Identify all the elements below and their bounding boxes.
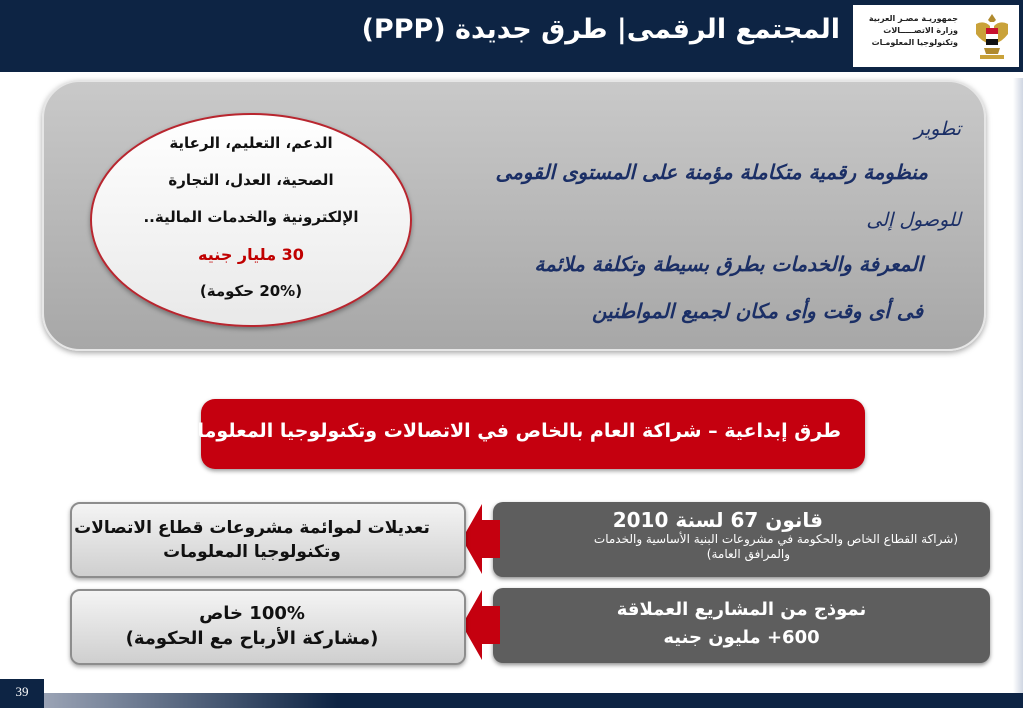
footer-bar bbox=[44, 693, 1023, 708]
page-number: 39 bbox=[0, 679, 44, 708]
private-line: (مشاركة الأرباح مع الحكومة) bbox=[125, 628, 379, 649]
law-box bbox=[493, 502, 990, 577]
panel-line: منظومة رقمية متكاملة مؤمنة على المستوى القومى bbox=[495, 160, 928, 184]
amendments-line: وتكنولوجيا المعلومات bbox=[163, 542, 341, 562]
panel-line: للوصول إلى bbox=[866, 209, 961, 231]
oval-amount: 30 مليار جنيه bbox=[198, 245, 304, 264]
private-text bbox=[72, 601, 432, 651]
private-box bbox=[70, 589, 466, 665]
page-title: المجتمع الرقمى| طرق جديدة (PPP) bbox=[361, 14, 840, 45]
arrow-left-icon bbox=[460, 500, 500, 578]
amendments-line: تعديلات لموائمة مشروعات قطاع الاتصالات bbox=[74, 518, 430, 538]
innovation-banner bbox=[178, 399, 865, 469]
right-edge-bar bbox=[1013, 78, 1023, 708]
eagle-emblem-icon bbox=[972, 10, 1012, 62]
law-title: قانون 67 لسنة 2010 bbox=[612, 508, 823, 532]
private-line: 100% خاص bbox=[199, 603, 305, 624]
law-subtitle-line: والمرافق العامة) bbox=[706, 547, 790, 561]
ministry-line: جمهوريـة مصـر العربية bbox=[868, 14, 958, 23]
oval-line: (20% حكومة) bbox=[199, 282, 303, 300]
panel-line: فى أى وقت وأى مكان لجميع المواطنين bbox=[591, 299, 923, 323]
mega-projects-line: 600+ مليون جنيه bbox=[663, 627, 820, 648]
ministry-line: وزارة الاتصـــــالات bbox=[883, 26, 958, 35]
amendments-box bbox=[70, 502, 466, 578]
amendments-text bbox=[72, 516, 432, 564]
banner-text: طرق إبداعية – شراكة العام بالخاص في الاتصالات وتكنولوجيا المعلومات bbox=[178, 420, 841, 442]
mega-projects-text bbox=[493, 596, 990, 652]
oval-line: الإلكترونية والخدمات المالية.. bbox=[143, 208, 359, 226]
ministry-name bbox=[858, 13, 958, 49]
ministry-line: وتكنولوجيا المعلومـات bbox=[871, 38, 958, 47]
sectors-oval bbox=[90, 113, 412, 327]
law-subtitle bbox=[493, 532, 958, 562]
panel-line: تطوير bbox=[914, 118, 961, 140]
arrow-left-icon bbox=[460, 586, 500, 664]
mega-projects-box bbox=[493, 588, 990, 663]
panel-line: المعرفة والخدمات بطرق بسيطة وتكلفة ملائمة bbox=[534, 252, 923, 276]
oval-line: الصحية، العدل، التجارة bbox=[168, 171, 334, 189]
law-subtitle-line: (شراكة القطاع الخاص والحكومة في مشروعات البنية الأساسية والخدمات bbox=[593, 532, 958, 546]
oval-line: الدعم، التعليم، الرعاية bbox=[169, 134, 333, 152]
mega-projects-line: نموذج من المشاريع العملاقة bbox=[616, 599, 867, 620]
